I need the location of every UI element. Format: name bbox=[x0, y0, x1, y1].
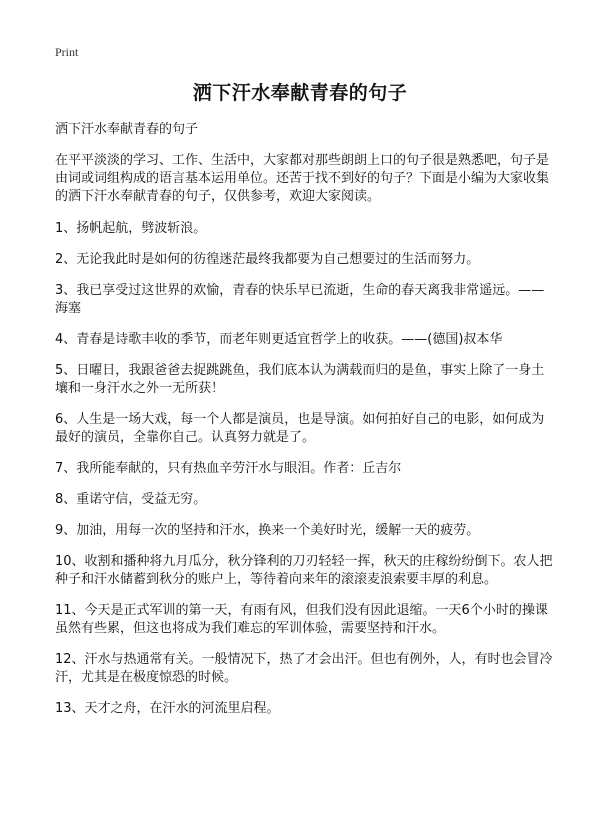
sentence-item: 9、加油，用每一次的坚持和汗水，换来一个美好时光，缓解一天的疲劳。 bbox=[55, 523, 480, 538]
sentence-item: 4、青春是诗歌丰收的季节，而老年则更适宜哲学上的收获。——(德国)叔本华 bbox=[55, 332, 503, 347]
sentence-item: 3、我已享受过这世界的欢愉，青春的快乐早已流逝，生命的春天离我非常遥远。——海塞 bbox=[55, 283, 545, 316]
sentence-item: 12、汗水与热通常有关。一般情况下，热了才会出汗。但也有例外，人，有时也会冒冷汗，尤其是在极度惊恐的时候。 bbox=[55, 652, 553, 685]
article-subtitle: 洒下汗水奉献青春的句子 bbox=[55, 122, 199, 137]
sentence-item: 11、今天是正式军训的第一天，有雨有风，但我们没有因此退缩。一天6个小时的操课虽然有些累，但这也将成为我们难忘的军训体验，需要坚持和汗水。 bbox=[55, 603, 548, 636]
sentence-item: 2、无论我此时是如何的彷徨迷茫最终我都要为自己想要过的生活而努力。 bbox=[55, 252, 480, 267]
sentence-list bbox=[55, 220, 555, 718]
sentence-item: 13、天才之舟，在汗水的河流里启程。 bbox=[55, 701, 280, 716]
article-body bbox=[55, 121, 555, 731]
print-label: Print bbox=[55, 45, 79, 59]
article-intro: 在平平淡淡的学习、工作、生活中，大家都对那些朗朗上口的句子很是熟悉吧，句子是由词或词组构成的语言基本运用单位。还苦于找不到好的句子？下面是小编为大家收集的洒下汗水奉献青春的句子，仅供参考，欢迎大家阅读。 bbox=[55, 153, 550, 204]
page-title: 洒下汗水奉献青春的句子 bbox=[192, 82, 408, 104]
sentence-item: 8、重诺守信，受益无穷。 bbox=[55, 492, 207, 507]
sentence-item: 5、日曜日，我跟爸爸去捉跳跳鱼，我们底本认为满载而归的是鱼，事实上除了一身土壤和一身汗水之外一无所获！ bbox=[55, 363, 545, 396]
sentence-item: 7、我所能奉献的，只有热血辛劳汗水与眼泪。作者：丘吉尔 bbox=[55, 461, 402, 476]
sentence-item: 6、人生是一场大戏，每一个人都是演员，也是导演。如何拍好自己的电影，如何成为最好的演员，全靠你自己。认真努力就是了。 bbox=[55, 412, 545, 445]
sentence-item: 10、收割和播种将九月瓜分，秋分锋利的刀刃轻轻一挥，秋天的庄稼纷纷倒下。农人把种子和汗水储蓄到秋分的账户上，等待着向来年的滚滚麦浪索要丰厚的利息。 bbox=[55, 554, 553, 587]
sentence-item: 1、扬帆起航，劈波斩浪。 bbox=[55, 221, 207, 236]
